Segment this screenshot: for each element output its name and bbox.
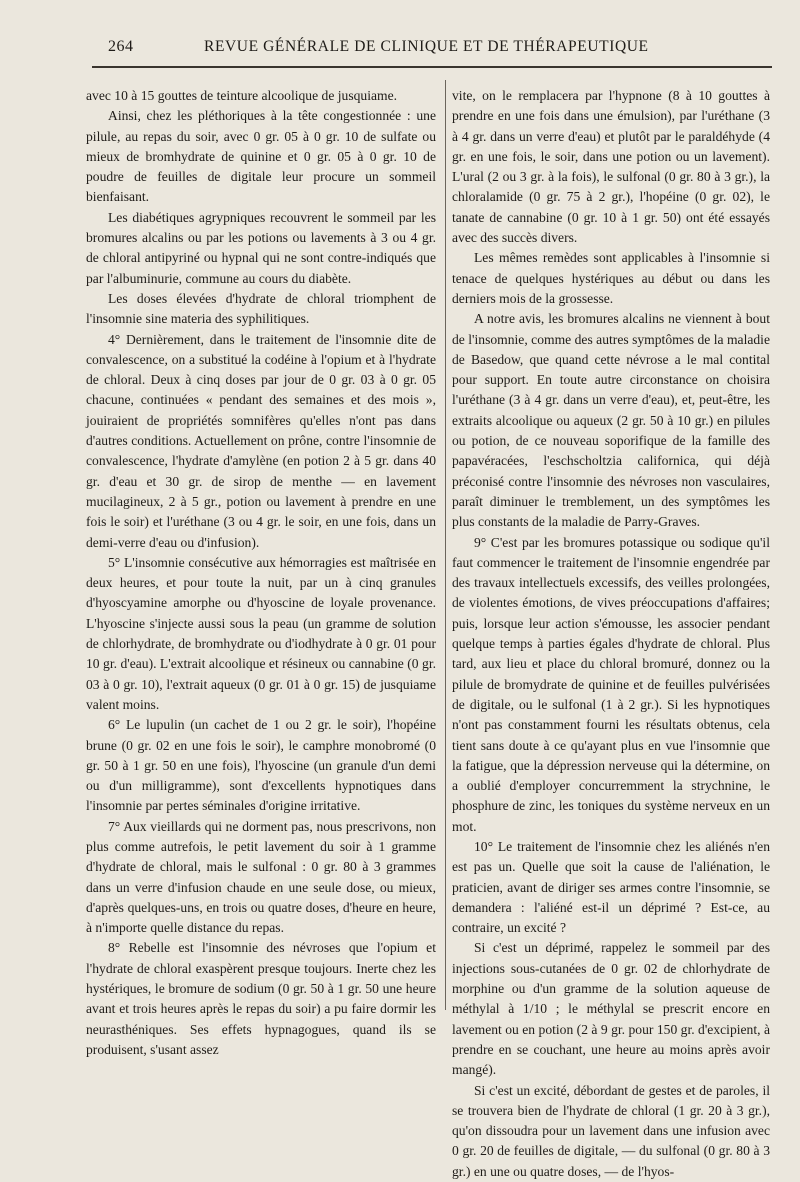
paragraph: A notre avis, les bromures alcalins ne viennent à bout de l'insomnie, comme des autres symptômes de la maladie de Basedow, que quand cette névrose a le mal contital pour support. En toute autre circonstance on choisira l'uréthane (3 à 4 gr. dans un verre d'eau), et, peut-être, les extraits alcoolique ou aqueux (2 gr. 50 à 10 gr.) en pilules ou potion, de ce nouveau soporifique de la famille des papavéracées, l'eschscholtzia californica, qui déjà préconisé contre l'insomnie des névroses non vasculaires, paraît diminuer le tremblement, un des symptômes les plus constants de la maladie de Parry-Graves. xyxy=(452,311,770,530)
paragraph: Les diabétiques agrypniques recouvrent le sommeil par les bromures alcalins ou par les potions ou lavements à 3 ou 4 gr. de chloral antipyriné ou hypnal qui ne sont contre-indiqués que par l'albuminurie, commune au cours du diabète. xyxy=(86,209,436,286)
paragraph: 4° Dernièrement, dans le traitement de l'insomnie dite de convalescence, on a substitué la codéine à l'opium et à l'hydrate de chloral. Deux à cinq doses par jour de 0 gr. 03 à 0 gr. 05 chacune, continuées « pendant des semaines et des mois », jouiraient de propriétés somnifères qu'elles n'ont pas dans d'autres conditions. Actuellement on prône, contre l'insomnie de convalescence, l'hydrate d'amylène (en potion 2 à 5 gr. dans 40 gr. d'eau et 30 gr. de sirop de menthe — en lavement mucilagineux, 2 à 5 gr., potion ou lavement à prendre en une fois le soir) et l'uréthane (3 ou 4 gr. le soir, en une fois, dans un demi-verre d'eau ou d'infusion). xyxy=(86,331,436,550)
left-column xyxy=(86,86,436,1060)
paragraph: 9° C'est par les bromures potassique ou sodique qu'il faut commencer le traitement de l'insomnie engendrée par des travaux intellectuels excessifs, des veilles prolongées, de violentes émotions, de vives préoccupations d'affaires; puis, lorsque leur action s'émousse, les associer pendant quelque temps à parties égales d'hydrate de chloral. Plus tard, aux lieu et place du chloral bromuré, donnez ou la pilule de bromydrate de quinine et de feuilles pulvérisées de digitale, ou le sulfonal (1 à 2 gr.). Si les hypnotiques n'ont pas constamment fourni les résultats obtenus, cela tient sans doute à ce qu'ayant plus en vue l'insomnie que la fatigue, que la dépression nerveuse qui la détermine, on a oublié d'employer concurremment la strychnine, le phosphure de zinc, les toniques du système nerveux en un mot. xyxy=(452,534,770,834)
running-title: REVUE GÉNÉRALE DE CLINIQUE ET DE THÉRAPEUTIQUE xyxy=(204,38,649,55)
paragraph: Si c'est un déprimé, rappelez le sommeil par des injections sous-cutanées de 0 gr. 02 de chlorhydrate de morphine ou d'un gramme de la solution aqueuse de méthylal à 1/10 ; le méthylal se prescrit encore en lavement ou en potion (2 à 9 gr. pour 150 gr. d'excipient, à prendre en se couchant, une heure au moins après avoir mangé). xyxy=(452,940,770,1078)
paragraph: Si c'est un excité, débordant de gestes et de paroles, il se trouvera bien de l'hydrate de chloral (1 gr. 20 à 3 gr.), qu'on dissoudra pour un lavement dans une infusion avec 0 gr. 20 de feuilles de digitale, — du sulfonal (0 gr. 80 à 3 gr.) en une ou quatre doses, — de l'hyos- xyxy=(452,1082,770,1179)
paragraph: Ainsi, chez les pléthoriques à la tête congestionnée : une pilule, au repas du soir, avec 0 gr. 05 à 0 gr. 10 de sulfate ou mieux de bromhydrate de quinine et 0 gr. 05 à 0 gr. 10 de poudre de feuilles de digitale leur procure un sommeil bienfaisant. xyxy=(86,108,436,205)
paragraph: 10° Le traitement de l'insomnie chez les aliénés n'en est pas un. Quelle que soit la cause de l'aliénation, le praticien, avant de diriger ses armes contre l'insomnie, se demandera : l'aliéné est-il un déprimé ? Est-ce, au contraire, un excité ? xyxy=(452,838,770,936)
paragraph: 8° Rebelle est l'insomnie des névroses que l'opium et l'hydrate de chloral exaspèrent presque toujours. Inerte chez les hystériques, le bromure de sodium (0 gr. 50 à 1 gr. 50 une heure avant et trois heures après le repas du soir) a pu faire dormir les neurasthéniques. Ses effets hypnagogues, quand ils se produisent, s'usant assez xyxy=(86,940,436,1057)
paragraph: Les mêmes remèdes sont applicables à l'insomnie si tenace de quelques hystériques au début ou dans les derniers mois de la grossesse. xyxy=(452,250,770,306)
column-divider xyxy=(445,80,446,1010)
right-column xyxy=(452,86,770,1182)
paragraph: 7° Aux vieillards qui ne dorment pas, nous prescrivons, non plus comme autrefois, le petit lavement du soir à 1 gramme d'hydrate de chloral, mais le sulfonal : 0 gr. 80 à 3 grammes dans un verre d'infusion chaude en une seule dose, ou mieux, d'après quelques-uns, en trois ou quatre doses, d'heure en heure, à n'importe quelle distance du repas. xyxy=(86,818,436,936)
paragraph: Les doses élevées d'hydrate de chloral triomphent de l'insomnie sine materia des syphilitiques. xyxy=(86,290,436,327)
page-header xyxy=(108,38,774,62)
paragraph: avec 10 à 15 gouttes de teinture alcoolique de jusquiame. xyxy=(86,88,398,103)
paragraph: 6° Le lupulin (un cachet de 1 ou 2 gr. le soir), l'hopéine brune (0 gr. 02 en une fois le soir), le camphre monobromé (0 gr. 50 à 1 gr. 50 en une fois), l'hyoscine (un granule d'un demi ou d'un milligramme), sont d'excellents hypnotiques dans l'insomnie par pertes séminales d'origine irritative. xyxy=(86,717,436,814)
paragraph: 5° L'insomnie consécutive aux hémorragies est maîtrisée en deux heures, et pour toute la nuit, par un à cinq granules d'hyoscyamine amorphe ou d'hyoscine de loyale provenance. L'hyoscine s'injecte aussi sous la peau (un gramme de solution de chlorhydrate, de bromhydrate ou d'iodhydrate à 0 gr. 01 pour 10 gr. d'eau). L'extrait alcoolique et résineux ou cannabine (0 gr. 03 à 0 gr. 10), l'extrait aqueux (0 gr. 01 à 0 gr. 15) de jusquiame valent moins. xyxy=(86,554,436,712)
header-rule xyxy=(92,66,772,68)
paragraph: vite, on le remplacera par l'hypnone (8 à 10 gouttes à prendre en une fois dans une émulsion), par l'uréthane (3 à 4 gr. dans un verre d'eau) et plutôt par le paraldéhyde (4 gr. en une fois, le soir, dans une potion ou un lavement). L'ural (2 ou 3 gr. à la fois), le sulfonal (0 gr. 80 à 3 gr.), la chloralamide (0 gr. 75 à 2 gr.), l'hopéine (0 gr. 02), le tanate de cannabine (0 gr. 10 à 1 gr. 50) ont été essayés avec des succès divers. xyxy=(452,88,770,246)
page-number: 264 xyxy=(108,38,134,55)
